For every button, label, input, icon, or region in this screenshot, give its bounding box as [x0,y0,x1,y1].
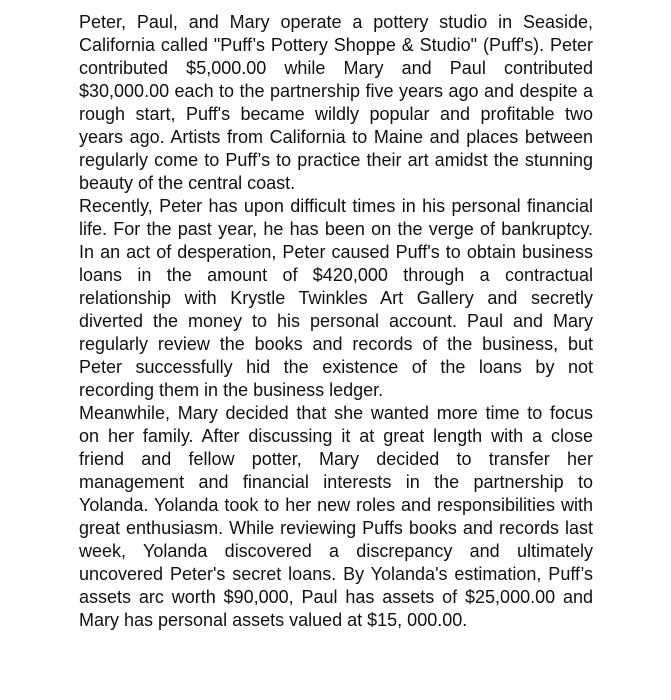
paragraph-1: Peter, Paul, and Mary operate a pottery studio in Seaside, California called "Puff’s Pottery Shoppe & Studio" (Puff's). Peter contributed $5,000.00 while Mary and Paul contributed $30,000.00 each to the partnership five years ago and despite a rough start, Puff's became wildly popular and profitable two years ago. Artists from California to Maine and places between regularly come to Puff’s to practice their art amidst the stunning beauty of the central coast. [79,12,593,193]
paragraph-3: Meanwhile, Mary decided that she wanted more time to focus on her family. After discussing it at great length with a close friend and fellow potter, Mary decided to transfer her management and financial interests in the partnership to Yolanda. Yolanda took to her new roles and responsibilities with great enthusiasm. While reviewing Puffs books and records last week, Yolanda discovered a discrepancy and ultimately uncovered Peter's secret loans. By Yolanda's estimation, Puff’s assets arc worth $90,000, Paul has assets of $25,000.00 and Mary has personal assets valued at $15, 000.00. [79,403,593,630]
paragraph-2: Recently, Peter has upon difficult times in his personal financial life. For the past year, he has been on the verge of bankruptcy. In an act of desperation, Peter caused Puff's to obtain business loans in the amount of $420,000 through a contractual relationship with Krystle Twinkles Art Gallery and secretly diverted the money to his personal account. Paul and Mary regularly review the books and records of the business, but Peter successfully hid the existence of the loans by not recording them in the business ledger. [79,196,593,400]
document-body [79,11,593,632]
